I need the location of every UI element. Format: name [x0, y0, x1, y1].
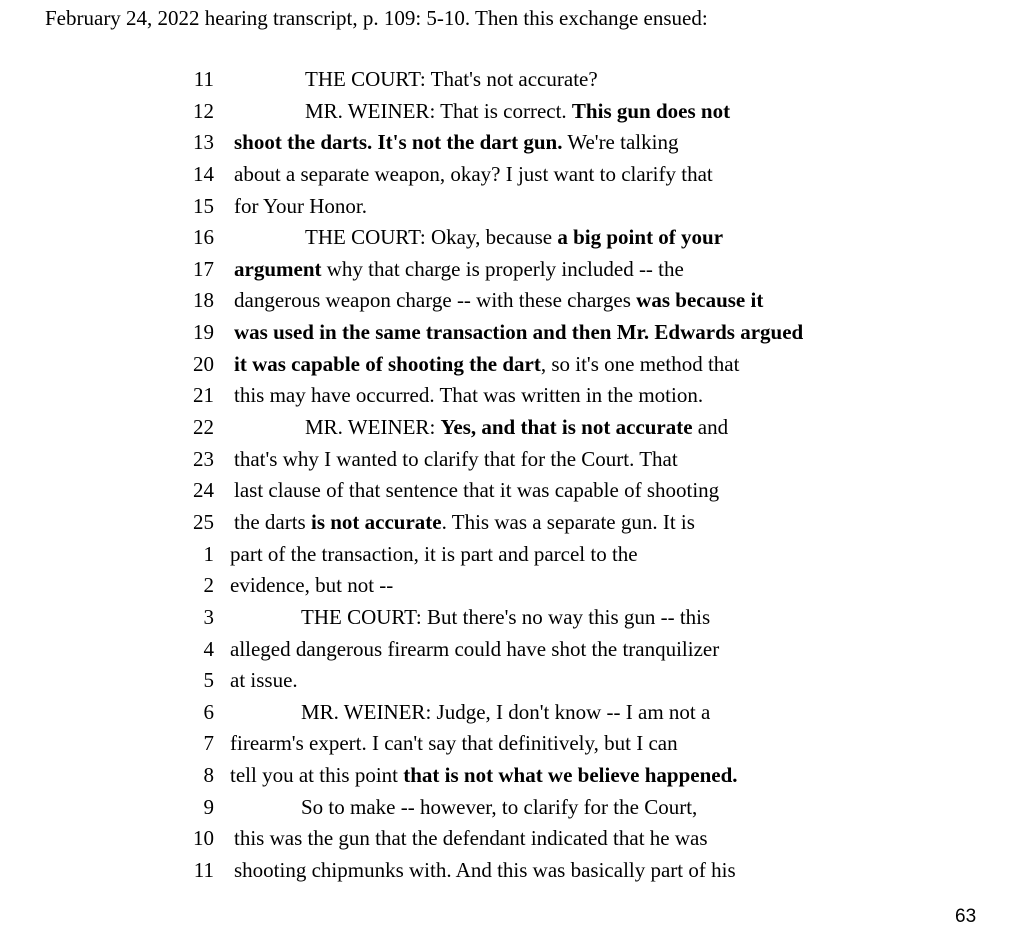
transcript-line: [0, 792, 1024, 824]
text-segment: at issue.: [230, 668, 298, 693]
line-number: 19: [193, 320, 214, 345]
transcript-line: [0, 507, 1024, 539]
line-text: [230, 634, 719, 666]
text-segment: firearm's expert. I can't say that definitively, but I can: [230, 731, 678, 756]
line-text: [230, 539, 638, 571]
line-number: 18: [193, 288, 214, 313]
page-number: 63: [955, 906, 977, 927]
line-number: 15: [193, 193, 214, 218]
line-number: 13: [193, 130, 214, 155]
line-number: 6: [203, 699, 214, 724]
text-segment: MR. WEINER: Judge, I don't know -- I am not a: [301, 699, 711, 724]
line-number: 21: [193, 383, 214, 408]
bold-segment: Yes, and that is not accurate: [440, 415, 693, 440]
bold-segment: was because it: [636, 288, 764, 313]
transcript-line: [0, 380, 1024, 412]
transcript-line: [0, 855, 1024, 887]
transcript-line: [0, 317, 1024, 349]
line-number: 5: [203, 668, 214, 693]
line-number: 23: [193, 446, 214, 471]
line-number: 2: [203, 573, 214, 598]
line-number: 10: [193, 826, 214, 851]
text-segment: . This was a separate gun. It is: [441, 509, 695, 534]
line-number: 20: [193, 351, 214, 376]
line-text: [234, 444, 678, 476]
text-segment: THE COURT: But there's no way this gun -- this: [301, 604, 711, 629]
text-segment: THE COURT: That's not accurate?: [305, 67, 598, 91]
line-number: 7: [203, 731, 214, 756]
text-segment: MR. WEINER:: [305, 415, 441, 440]
bold-segment: it was capable of shooting the dart: [234, 351, 541, 376]
line-text: [234, 285, 763, 317]
text-segment: THE COURT: Okay, because: [305, 225, 558, 250]
line-text: [230, 665, 298, 697]
line-number: 12: [193, 98, 214, 123]
text-segment: for Your Honor.: [234, 193, 368, 218]
transcript-line: [0, 634, 1024, 666]
text-segment: , so it's one method that: [540, 351, 740, 376]
intro-text: February 24, 2022 hearing transcript, p. 109: 5-10. Then this exchange ensued:: [45, 6, 708, 30]
text-segment: last clause of that sentence that it was capable of shooting: [234, 478, 720, 503]
transcript-line: [0, 222, 1024, 254]
line-text: [234, 159, 713, 191]
bold-segment: was used in the same transaction and then Mr. Edwards argued: [234, 320, 804, 345]
line-text: [234, 855, 736, 887]
bold-segment: is not accurate: [310, 509, 442, 534]
bold-segment: argument: [234, 256, 322, 281]
text-segment: tell you at this point: [230, 763, 404, 788]
transcript-line: [0, 64, 1024, 96]
line-text: [230, 760, 738, 792]
line-text: [234, 64, 598, 96]
transcript-line: [0, 285, 1024, 317]
bold-segment: that is not what we believe happened.: [403, 763, 738, 788]
line-text: [234, 349, 739, 381]
text-segment: dangerous weapon charge -- with these charges: [234, 288, 637, 313]
text-segment: So to make -- however, to clarify for the Court,: [301, 794, 698, 819]
transcript-excerpt: [0, 64, 1024, 887]
line-number: 11: [193, 67, 214, 91]
line-number: 17: [193, 256, 214, 281]
line-text: [230, 602, 710, 634]
line-number: 9: [203, 794, 214, 819]
line-number: 16: [193, 225, 214, 250]
transcript-line: [0, 254, 1024, 286]
line-number: 4: [203, 636, 214, 661]
text-segment: shooting chipmunks with. And this was basically part of his: [234, 858, 736, 883]
text-segment: part of the transaction, it is part and parcel to the: [230, 541, 638, 566]
line-text: [230, 792, 697, 824]
transcript-line: [0, 760, 1024, 792]
line-text: [234, 507, 695, 539]
text-segment: MR. WEINER: That is correct.: [305, 98, 572, 123]
transcript-line: [0, 412, 1024, 444]
transcript-line: [0, 665, 1024, 697]
bold-segment: shoot the darts. It's not the dart gun.: [234, 130, 563, 155]
transcript-line: [0, 159, 1024, 191]
line-number: 1: [203, 541, 214, 566]
line-number: 14: [193, 161, 214, 186]
line-text: [230, 728, 678, 760]
transcript-line: [0, 728, 1024, 760]
line-text: [234, 317, 803, 349]
transcript-line: [0, 602, 1024, 634]
line-number: 25: [193, 509, 214, 534]
line-number: 22: [193, 415, 214, 440]
text-segment: evidence, but not --: [230, 573, 394, 598]
transcript-line: [0, 570, 1024, 602]
line-text: [234, 380, 703, 412]
transcript-line: [0, 349, 1024, 381]
line-text: [234, 127, 678, 159]
text-segment: that's why I wanted to clarify that for the Court. That: [234, 446, 678, 471]
line-number: 24: [193, 478, 214, 503]
transcript-line: [0, 697, 1024, 729]
transcript-line: [0, 127, 1024, 159]
text-segment: about a separate weapon, okay? I just want to clarify that: [234, 161, 713, 186]
line-text: [230, 570, 393, 602]
line-text: [234, 475, 719, 507]
line-text: [234, 191, 367, 223]
text-segment: this may have occurred. That was written in the motion.: [234, 383, 704, 408]
transcript-line: [0, 191, 1024, 223]
text-segment: and: [692, 415, 729, 440]
line-text: [230, 697, 710, 729]
transcript-line: [0, 539, 1024, 571]
bold-segment: This gun does not: [571, 98, 731, 123]
line-text: [234, 823, 708, 855]
line-text: [234, 96, 730, 128]
bold-segment: a big point of your: [557, 225, 724, 250]
transcript-line: [0, 823, 1024, 855]
line-text: [234, 412, 728, 444]
text-segment: alleged dangerous firearm could have shot the tranquilizer: [230, 636, 720, 661]
text-segment: this was the gun that the defendant indicated that he was: [234, 826, 708, 851]
line-number: 3: [203, 604, 214, 629]
line-number: 8: [203, 763, 214, 788]
transcript-line: [0, 96, 1024, 128]
text-segment: why that charge is properly included -- the: [321, 256, 684, 281]
line-text: [234, 222, 723, 254]
line-number: 11: [193, 858, 214, 883]
transcript-line: [0, 444, 1024, 476]
transcript-line: [0, 475, 1024, 507]
line-text: [234, 254, 684, 286]
text-segment: the darts: [234, 509, 311, 534]
text-segment: We're talking: [562, 130, 679, 155]
